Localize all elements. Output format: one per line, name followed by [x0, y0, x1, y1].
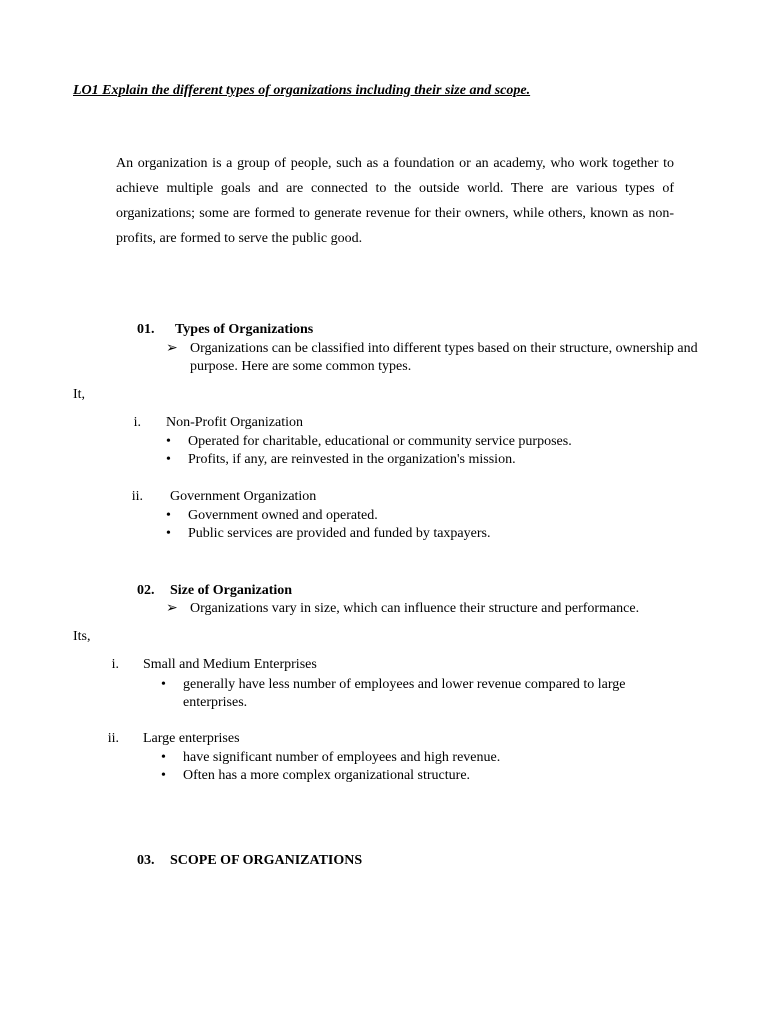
section-2-arrow-item — [166, 600, 731, 618]
section-1-item-2 — [116, 488, 316, 506]
section-3-number: 03. — [137, 853, 155, 868]
arrow-bullet-icon: ➢ — [166, 601, 178, 616]
section-2-arrow-text: Organizations vary in size, which can influence their structure and performance. — [190, 601, 640, 616]
section-1-item-1-bullets — [166, 433, 726, 469]
document-title: LO1 Explain the different types of organizations including their size and scope. — [73, 83, 531, 98]
bullet-icon: • — [161, 677, 166, 692]
section-1-arrow-text: Organizations can be classified into different types based on their structure, ownership and purpose. Here are some common types. — [190, 341, 698, 374]
section-1-arrow-item — [166, 340, 731, 376]
arrow-bullet-icon: ➢ — [166, 341, 178, 356]
section-1-item-2-bullets — [166, 507, 726, 543]
list-item: • Operated for charitable, educational or community service purposes. — [166, 434, 572, 449]
section-2-item-2 — [96, 730, 240, 748]
section-2-lead: Its, — [73, 629, 91, 644]
section-1-lead: It, — [73, 387, 86, 402]
bullet-icon: • — [166, 526, 171, 541]
list-item: • generally have less number of employees and lower revenue compared to large enterprises. — [161, 677, 626, 710]
section-1-heading — [137, 321, 313, 339]
bullet-icon: • — [166, 452, 171, 467]
item-label: Large enterprises — [143, 731, 240, 746]
section-2-item-1 — [96, 656, 317, 674]
list-item: • have significant number of employees and high revenue. — [161, 750, 501, 765]
bullet-icon: • — [166, 434, 171, 449]
intro-paragraph: An organization is a group of people, such as a foundation or an academy, who work together to achieve multiple goals and are connected to the outside world. There are various types of organizations; some are formed to generate revenue for their owners, while others, known as non-profits, are formed to serve the public good. — [116, 156, 674, 246]
section-2-item-1-bullets — [161, 676, 681, 712]
section-1-item-1 — [116, 414, 303, 432]
section-3-title: SCOPE OF ORGANIZATIONS — [170, 853, 363, 868]
item-label: Government Organization — [170, 489, 317, 504]
item-label: Small and Medium Enterprises — [143, 657, 317, 672]
section-1-number: 01. — [137, 322, 155, 337]
section-2-number: 02. — [137, 583, 155, 598]
section-2-title: Size of Organization — [170, 583, 293, 598]
bullet-icon: • — [161, 750, 166, 765]
item-label: Non-Profit Organization — [166, 415, 303, 430]
list-item: • Public services are provided and funded by taxpayers. — [166, 526, 491, 541]
roman-numeral: ii. — [107, 731, 119, 746]
roman-numeral: i. — [111, 657, 119, 672]
list-item: • Often has a more complex organizational structure. — [161, 768, 471, 783]
bullet-icon: • — [161, 768, 166, 783]
roman-numeral: i. — [133, 415, 141, 430]
section-3-heading — [137, 852, 362, 870]
list-item: • Profits, if any, are reinvested in the organization's mission. — [166, 452, 516, 467]
roman-numeral: ii. — [131, 489, 143, 504]
section-1-title: Types of Organizations — [175, 322, 314, 337]
list-item: • Government owned and operated. — [166, 508, 378, 523]
bullet-icon: • — [166, 508, 171, 523]
section-2-heading — [137, 582, 292, 600]
section-2-item-2-bullets — [161, 749, 721, 785]
